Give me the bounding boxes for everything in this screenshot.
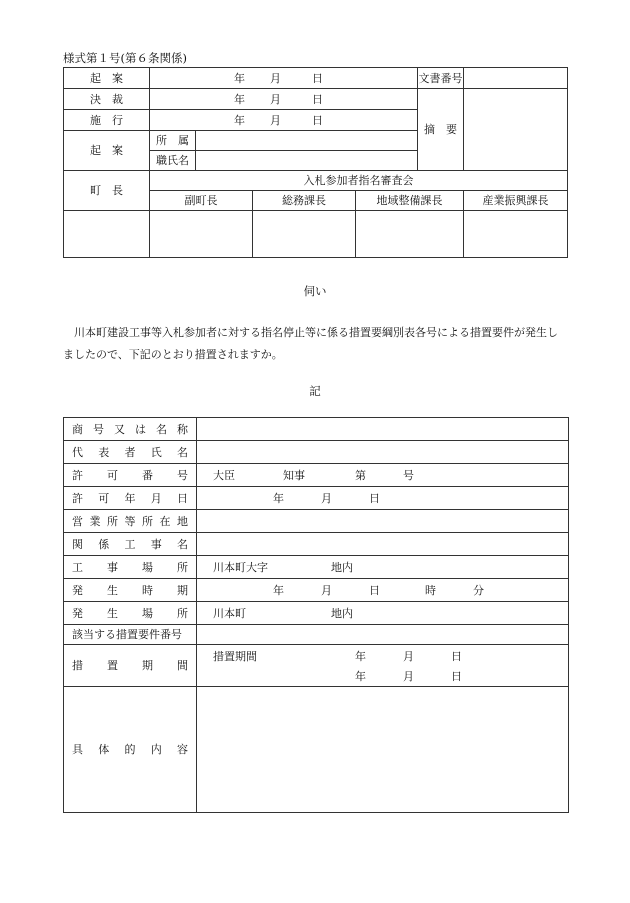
kessai-label: 決 裁 [64, 89, 150, 110]
kian-date: 年 月 日 [150, 68, 418, 89]
value-shogo[interactable] [197, 418, 569, 441]
chocho-label: 町 長 [64, 171, 150, 211]
label-kyoka-date: 許 可 年 月 日 [64, 487, 197, 510]
value-hassei-basho[interactable]: 川本町 地内 [197, 602, 569, 625]
details-table [63, 417, 569, 813]
value-sochi-yoken[interactable] [197, 625, 569, 645]
shozoku-label: 所 属 [150, 131, 196, 151]
value-kyoka-bango[interactable]: 大臣 知事 第 号 [197, 464, 569, 487]
shiko-date: 年 月 日 [150, 110, 418, 131]
approval-table [63, 67, 568, 258]
label-kankei-koji: 関 係 工 事 名 [64, 533, 197, 556]
bunsho-bango-value[interactable] [464, 68, 568, 89]
seal-chiiki[interactable] [356, 211, 464, 258]
role-sangyo: 産業振興課長 [464, 191, 568, 211]
body-text: 川本町建設工事等入札参加者に対する指名停止等に係る措置要綱別表各号による措置要件が発生しましたので、下記のとおり措置されますか。 [63, 326, 558, 361]
tekiyo-value[interactable] [464, 89, 568, 171]
ki-heading: 記 [309, 384, 321, 398]
document-title: 伺い [303, 284, 327, 298]
label-koji-basho: 工 事 場 所 [64, 556, 197, 579]
kian2-label: 起 案 [64, 131, 150, 171]
label-eigyosho: 営 業 所 等 所 在 地 [64, 510, 197, 533]
value-kyoka-date[interactable]: 年 月 日 [197, 487, 569, 510]
label-gutaiteki: 具 体 的 内 容 [64, 687, 197, 813]
value-gutaiteki[interactable] [197, 687, 569, 813]
label-sochi-yoken: 該当する措置要件番号 [64, 625, 197, 645]
value-daihyo[interactable] [197, 441, 569, 464]
kian-label: 起 案 [64, 68, 150, 89]
seal-sangyo[interactable] [464, 211, 568, 258]
shokushimei-label: 職氏名 [150, 151, 196, 171]
shiko-label: 施 行 [64, 110, 150, 131]
label-daihyo: 代 表 者 氏 名 [64, 441, 197, 464]
value-eigyosho[interactable] [197, 510, 569, 533]
shozoku-value[interactable] [196, 131, 418, 151]
shokushimei-value[interactable] [196, 151, 418, 171]
kessai-date: 年 月 日 [150, 89, 418, 110]
committee-label: 入札参加者指名審査会 [150, 171, 568, 191]
value-hassei-jiki[interactable]: 年 月 日 時 分 [197, 579, 569, 602]
form-number: 様式第１号(第６条関係) [63, 51, 187, 65]
value-kankei-koji[interactable] [197, 533, 569, 556]
role-somu: 総務課長 [253, 191, 356, 211]
value-koji-basho[interactable]: 川本町大字 地内 [197, 556, 569, 579]
role-chiiki: 地域整備課長 [356, 191, 464, 211]
seal-chocho[interactable] [64, 211, 150, 258]
label-hassei-basho: 発 生 場 所 [64, 602, 197, 625]
value-sochi-kikan[interactable]: 措置期間 年 月 日 年 月 日 [197, 645, 569, 687]
label-sochi-kikan: 措 置 期 間 [64, 645, 197, 687]
tekiyo-label: 摘 要 [418, 89, 464, 171]
seal-fukuchocho[interactable] [150, 211, 253, 258]
bunsho-bango-label: 文書番号 [418, 68, 464, 89]
label-shogo: 商 号 又 は 名 称 [64, 418, 197, 441]
role-fukuchocho: 副町長 [150, 191, 253, 211]
label-hassei-jiki: 発 生 時 期 [64, 579, 197, 602]
seal-somu[interactable] [253, 211, 356, 258]
label-kyoka-bango: 許 可 番 号 [64, 464, 197, 487]
